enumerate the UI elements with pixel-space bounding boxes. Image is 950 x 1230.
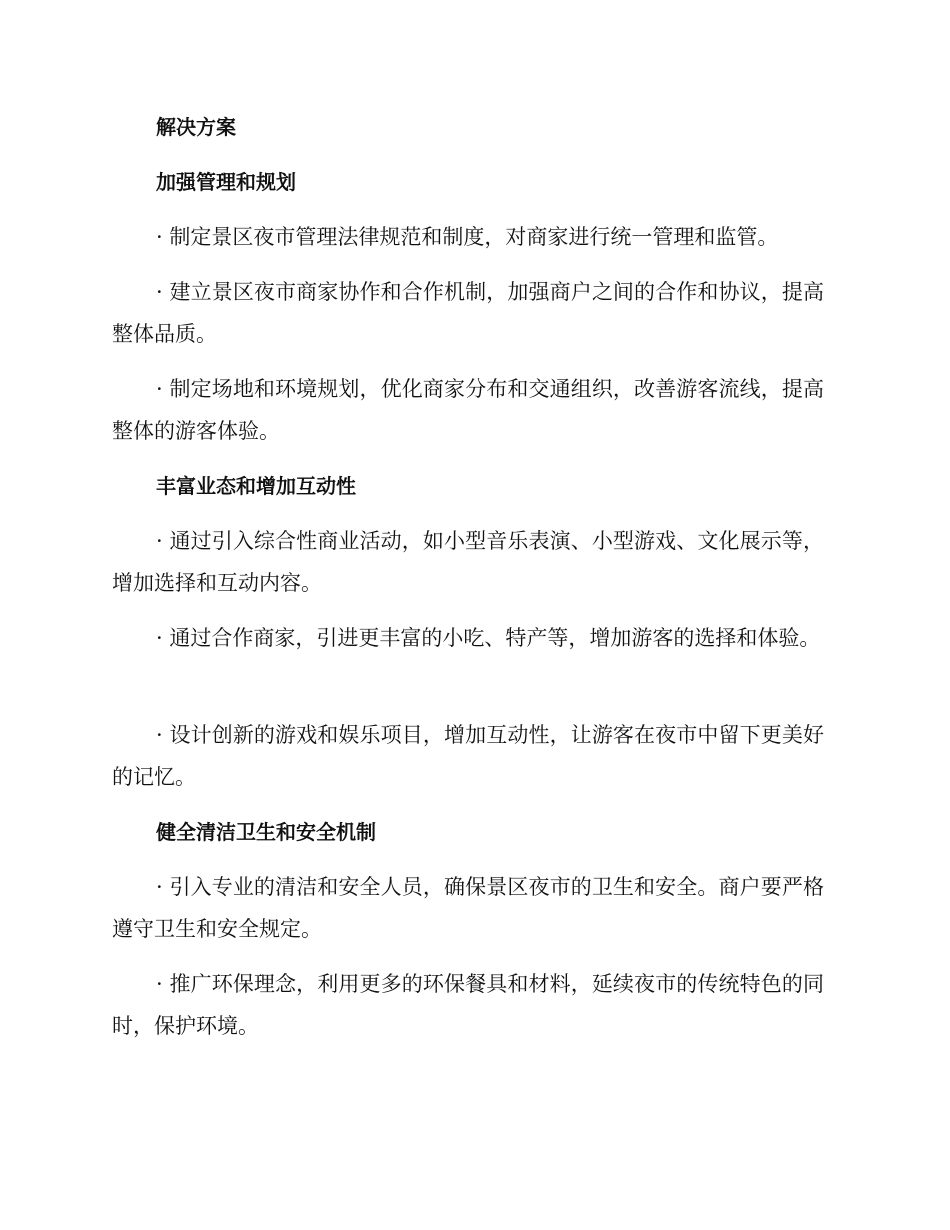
document-title: 解决方案 bbox=[156, 115, 236, 139]
paragraph: · 引入专业的清洁和安全人员，确保景区夜市的卫生和安全。商户要严格遵守卫生和安全规定。 bbox=[112, 875, 824, 941]
section-heading-business: 丰富业态和增加互动性 bbox=[156, 474, 356, 498]
paragraph: · 推广环保理念，利用更多的环保餐具和材料，延续夜市的传统特色的同时，保护环境。 bbox=[112, 972, 824, 1038]
paragraph: · 通过合作商家，引进更丰富的小吃、特产等，增加游客的选择和体验。 bbox=[156, 626, 821, 650]
paragraph: · 通过引入综合性商业活动，如小型音乐表演、小型游戏、文化展示等，增加选择和互动内容。 bbox=[112, 529, 824, 595]
section-heading-safety: 健全清洁卫生和安全机制 bbox=[156, 820, 376, 844]
paragraph: · 制定场地和环境规划，优化商家分布和交通组织，改善游客流线，提高整体的游客体验。 bbox=[112, 377, 824, 443]
paragraph: · 建立景区夜市商家协作和合作机制，加强商户之间的合作和协议，提高整体品质。 bbox=[112, 280, 824, 346]
section-heading-management: 加强管理和规划 bbox=[156, 170, 296, 194]
paragraph: · 设计创新的游戏和娱乐项目，增加互动性，让游客在夜市中留下更美好的记忆。 bbox=[112, 723, 824, 789]
paragraph: · 制定景区夜市管理法律规范和制度，对商家进行统一管理和监管。 bbox=[156, 225, 779, 249]
